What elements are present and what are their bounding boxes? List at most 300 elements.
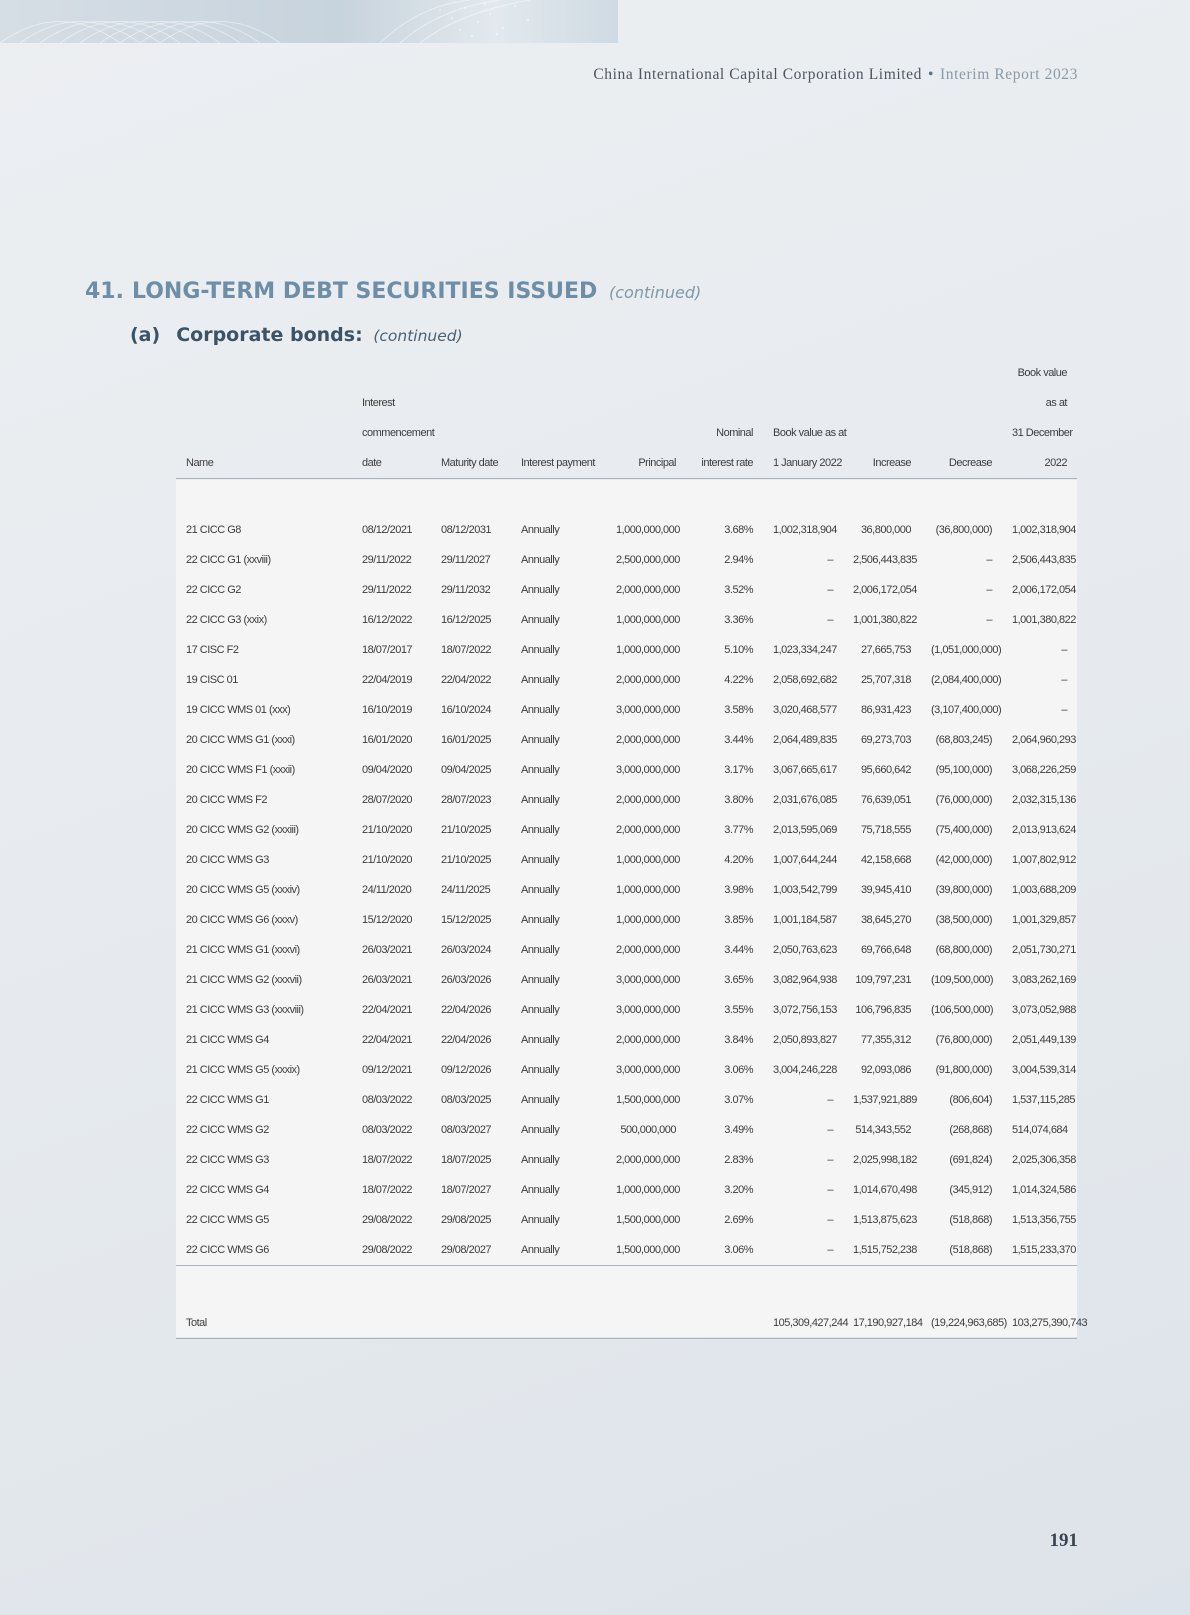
table-cell: 2,000,000,000 (616, 584, 680, 596)
table-cell: 1,003,688,209 (1012, 884, 1076, 896)
table-cell: (518,868) (921, 1235, 1002, 1266)
spacer-cell (606, 1266, 686, 1309)
table-cell: 1,000,000,000 (616, 854, 680, 866)
table-cell: (268,868) (949, 1124, 992, 1136)
table-cell: – (827, 1154, 833, 1166)
table-cell: 42,158,668 (860, 854, 911, 866)
table-row (176, 965, 1077, 995)
table-cell: 22 CICC G1 (xxviii) (186, 554, 271, 566)
table-cell: – (827, 1124, 833, 1136)
table-cell: 5.10% (724, 644, 753, 656)
table-cell: 2,058,692,682 (773, 674, 837, 686)
table-cell: 2,000,000,000 (616, 944, 680, 956)
table-row (176, 1205, 1077, 1235)
column-header (606, 358, 686, 388)
table-cell: 1,515,233,370 (1002, 1235, 1077, 1266)
table-cell: Annually (521, 674, 560, 686)
table-cell: 3,000,000,000 (616, 704, 680, 716)
table-cell: 08/12/2021 (362, 524, 413, 536)
table-cell: 3.07% (724, 1094, 753, 1106)
table-cell: 18/07/2022 (441, 644, 492, 656)
table-cell: 26/03/2021 (362, 944, 413, 956)
table-cell: 22/04/2022 (441, 674, 492, 686)
table-cell: 2,000,000,000 (616, 674, 680, 686)
table-cell: 3.58% (724, 704, 753, 716)
table-row (176, 1145, 1077, 1175)
table-cell: 3,000,000,000 (616, 764, 680, 776)
table-cell: Annually (521, 1124, 560, 1136)
table-cell: 08/03/2022 (362, 1124, 413, 1136)
table-cell: 15/12/2025 (441, 914, 492, 926)
spacer-cell (843, 479, 921, 516)
table-cell: Annually (521, 1154, 560, 1166)
table-cell: Annually (521, 584, 560, 596)
table-cell: 3,000,000,000 (616, 1064, 680, 1076)
table-cell: 09/04/2020 (362, 764, 413, 776)
table-cell: 3.52% (724, 584, 753, 596)
table-cell: Annually (521, 524, 560, 536)
table-cell: 3.20% (724, 1184, 753, 1196)
subsection-label: (a) (130, 324, 161, 346)
table-cell: 22 CICC WMS G6 (176, 1235, 352, 1266)
spacer-cell (176, 1266, 352, 1309)
table-cell: 1,014,670,498 (853, 1184, 917, 1196)
table-cell: 22/04/2021 (362, 1034, 413, 1046)
table-row (176, 575, 1077, 605)
table-cell: 20 CICC WMS G3 (186, 854, 269, 866)
table-cell: 22/04/2021 (362, 1004, 413, 1016)
page-number: 191 (1049, 1530, 1078, 1551)
table-cell: 3.85% (724, 914, 753, 926)
table-cell: 1,007,644,244 (773, 854, 837, 866)
column-header (176, 388, 352, 418)
table-cell: 22 CICC WMS G4 (186, 1184, 269, 1196)
column-header (921, 358, 1002, 388)
table-cell: (91,800,000) (935, 1064, 992, 1076)
table-cell: 2,000,000,000 (616, 734, 680, 746)
table-cell: 3,020,468,577 (773, 704, 837, 716)
table-cell: 3.65% (724, 974, 753, 986)
table-cell: 2,500,000,000 (616, 554, 680, 566)
table-cell: 3,004,246,228 (773, 1064, 837, 1076)
table-cell: 76,639,051 (860, 794, 911, 806)
column-header (763, 358, 843, 388)
table-cell: 3,082,964,938 (773, 974, 837, 986)
table-cell: 3,000,000,000 (616, 974, 680, 986)
total-cell (511, 1308, 606, 1339)
table-cell: 18/07/2017 (362, 644, 413, 656)
spacer-cell (511, 1266, 606, 1309)
table-cell: 2,000,000,000 (616, 1154, 680, 1166)
table-cell: (42,000,000) (935, 854, 992, 866)
table-cell: 1,002,318,904 (1012, 524, 1076, 536)
table-cell: 29/08/2025 (441, 1214, 492, 1226)
table-cell: 21/10/2020 (362, 824, 413, 836)
table-cell: 1,500,000,000 (616, 1094, 680, 1106)
table-cell: 109,797,231 (855, 974, 911, 986)
table-cell: 2.69% (724, 1214, 753, 1226)
column-header: 2022 (1002, 448, 1077, 479)
table-cell: 3.06% (686, 1235, 763, 1266)
table-cell: (68,803,245) (935, 734, 992, 746)
table-cell: 20 CICC WMS G2 (xxxiii) (186, 824, 299, 836)
table-cell: 69,273,703 (860, 734, 911, 746)
table-cell: 514,074,684 (1012, 1124, 1068, 1136)
table-header-row (176, 448, 1077, 479)
table-cell: 16/12/2022 (362, 614, 413, 626)
table-cell: – (1061, 644, 1067, 656)
table-cell: (345,912) (949, 1184, 992, 1196)
corporate-bonds-table (176, 358, 1088, 1339)
table-cell: 21/10/2025 (441, 824, 492, 836)
table-cell: – (827, 584, 833, 596)
column-header (352, 358, 431, 388)
table-cell: (68,800,000) (935, 944, 992, 956)
table-row (176, 605, 1077, 635)
table-cell: 3,000,000,000 (616, 1004, 680, 1016)
table-cell: 2,050,893,827 (773, 1034, 837, 1046)
column-header (511, 388, 606, 418)
column-header: 1 January 2022 (763, 448, 843, 479)
table-cell: 22/04/2019 (362, 674, 413, 686)
table-cell: 1,000,000,000 (616, 884, 680, 896)
column-header: Interest payment (511, 448, 606, 479)
table-cell: Annually (521, 614, 560, 626)
table-cell: 08/03/2027 (441, 1124, 492, 1136)
table-cell: (76,000,000) (935, 794, 992, 806)
table-cell: 09/12/2026 (441, 1064, 492, 1076)
column-header: Nominal (716, 427, 753, 439)
table-cell: (109,500,000) (931, 974, 993, 986)
total-cell (352, 1308, 431, 1339)
column-header (763, 388, 843, 418)
table-cell: 3.44% (724, 734, 753, 746)
table-cell: Annually (521, 734, 560, 746)
table-row (176, 665, 1077, 695)
table-cell: 3.84% (724, 1034, 753, 1046)
table-cell: 1,000,000,000 (616, 1184, 680, 1196)
spacer-cell (921, 1266, 1002, 1309)
table-cell: Annually (521, 1034, 560, 1046)
header-separator: • (928, 66, 935, 83)
column-header (686, 358, 763, 388)
table-cell: Annually (521, 914, 560, 926)
column-header (843, 388, 921, 418)
table-cell: 2,013,595,069 (773, 824, 837, 836)
table-cell: 2,032,315,136 (1012, 794, 1076, 806)
table-cell: 69,766,648 (860, 944, 911, 956)
table-cell: 2,506,443,835 (1012, 554, 1076, 566)
table-cell: Annually (521, 884, 560, 896)
total-row (176, 1308, 1077, 1339)
table-cell: Annually (521, 794, 560, 806)
table-cell: 18/07/2022 (362, 1184, 413, 1196)
spacer-cell (763, 479, 843, 516)
total-cell (431, 1308, 511, 1339)
table-cell: 16/12/2025 (441, 614, 492, 626)
table-cell: 3.77% (724, 824, 753, 836)
table-cell: 20 CICC WMS G5 (xxxiv) (186, 884, 300, 896)
table-cell: 22/04/2026 (441, 1004, 492, 1016)
column-header: 31 December (1012, 427, 1073, 439)
spacer-cell (176, 479, 352, 516)
table-cell: 3.49% (724, 1124, 753, 1136)
table-cell: (76,800,000) (935, 1034, 992, 1046)
table-cell: 18/07/2022 (362, 1154, 413, 1166)
table-cell: 18/07/2027 (441, 1184, 492, 1196)
table-cell: (36,800,000) (935, 524, 992, 536)
table-cell: 21 CICC G8 (186, 524, 241, 536)
table-cell: – (986, 614, 992, 626)
table-cell: 09/12/2021 (362, 1064, 413, 1076)
table-cell: 21/10/2025 (441, 854, 492, 866)
table-cell: 1,515,752,238 (843, 1235, 921, 1266)
table-cell: 1,000,000,000 (616, 914, 680, 926)
table-cell: Annually (521, 554, 560, 566)
table-cell: 1,000,000,000 (616, 524, 680, 536)
column-header (431, 388, 511, 418)
table-cell: 20 CICC WMS F2 (186, 794, 268, 806)
table-row (176, 1025, 1077, 1055)
table-row (176, 1175, 1077, 1205)
table-cell: 75,718,555 (860, 824, 911, 836)
table-cell: 29/11/2022 (362, 554, 412, 566)
table-cell: 26/03/2021 (362, 974, 413, 986)
table-cell: 500,000,000 (620, 1124, 676, 1136)
report-name: Interim Report 2023 (940, 66, 1078, 83)
table-cell: 4.22% (724, 674, 753, 686)
table-row (176, 935, 1077, 965)
table-cell: 86,931,423 (860, 704, 911, 716)
table-cell: 29/11/2022 (362, 584, 412, 596)
table-cell: 26/03/2026 (441, 974, 492, 986)
table-cell: (3,107,400,000) (931, 704, 1002, 716)
table-cell: Annually (521, 1004, 560, 1016)
table-cell: 77,355,312 (860, 1034, 911, 1046)
table-cell: 22 CICC WMS G2 (186, 1124, 269, 1136)
column-header (176, 418, 352, 448)
table-cell: 08/12/2031 (441, 524, 492, 536)
table-cell: 3,083,262,169 (1012, 974, 1076, 986)
table-cell: Annually (521, 644, 560, 656)
table-cell: 1,001,184,587 (773, 914, 837, 926)
table-cell: Annually (521, 1214, 560, 1226)
table-cell: (806,604) (949, 1094, 992, 1106)
table-cell: 19 CICC WMS 01 (xxx) (186, 704, 291, 716)
table-cell: 1,513,356,755 (1012, 1214, 1076, 1226)
column-header: Increase (843, 448, 921, 479)
column-header: Book value as at (773, 427, 847, 439)
table-cell: 16/10/2024 (441, 704, 492, 716)
table-row (176, 815, 1077, 845)
table-cell: 2,006,172,054 (853, 584, 917, 596)
column-header (843, 358, 921, 388)
column-header (921, 388, 1002, 418)
table-row (176, 515, 1077, 545)
column-header (686, 388, 763, 418)
section-continued: (continued) (609, 283, 702, 302)
table-cell: 2,051,730,271 (1012, 944, 1076, 956)
column-header: Book value (1017, 367, 1067, 379)
table-cell: 19 CISC 01 (186, 674, 238, 686)
column-header: as at (1045, 397, 1067, 409)
table-cell: (1,051,000,000) (931, 644, 1002, 656)
table-cell: 22 CICC G3 (xxix) (186, 614, 267, 626)
table-row (176, 635, 1077, 665)
table-cell: 16/10/2019 (362, 704, 413, 716)
spacer-cell (352, 1266, 431, 1309)
table-cell: 2,000,000,000 (616, 1034, 680, 1046)
table-cell: 1,023,334,247 (773, 644, 837, 656)
total-cell: Total (176, 1308, 352, 1339)
section-number: 41. (85, 279, 124, 304)
table-header-row (176, 358, 1077, 388)
table-cell: 1,001,380,822 (853, 614, 917, 626)
table-cell: 08/03/2025 (441, 1094, 492, 1106)
column-header (511, 358, 606, 388)
table-cell: Annually (521, 764, 560, 776)
column-header (921, 418, 1002, 448)
table-cell: 27,665,753 (860, 644, 911, 656)
spacer-row (176, 1266, 1077, 1309)
table-cell: Annually (521, 944, 560, 956)
table-cell: 3.55% (724, 1004, 753, 1016)
table-cell: 2,025,306,358 (1012, 1154, 1076, 1166)
table-cell: 1,000,000,000 (616, 644, 680, 656)
table-cell: 22 CICC WMS G1 (186, 1094, 269, 1106)
table-cell: 24/11/2025 (441, 884, 491, 896)
column-header: Principal (606, 448, 686, 479)
table-cell: Annually (521, 824, 560, 836)
table-cell: 21 CICC WMS G1 (xxxvi) (186, 944, 300, 956)
table-cell: 25,707,318 (860, 674, 911, 686)
table-cell: 95,660,642 (860, 764, 911, 776)
table-cell: 106,796,835 (855, 1004, 911, 1016)
table-cell: 21 CICC WMS G4 (186, 1034, 269, 1046)
table-cell: 21 CICC WMS G2 (xxxvii) (186, 974, 302, 986)
table-cell: 2,000,000,000 (616, 794, 680, 806)
table-cell: – (1061, 674, 1067, 686)
table-cell: Annually (521, 1064, 560, 1076)
running-header (593, 66, 1078, 84)
column-header: Decrease (921, 448, 1002, 479)
column-header (606, 418, 686, 448)
column-header: commencement (362, 427, 435, 439)
table-cell: – (827, 1214, 833, 1226)
table-cell: 20 CICC WMS G1 (xxxi) (186, 734, 295, 746)
total-cell: 17,190,927,184 (843, 1308, 921, 1339)
total-cell: 105,309,427,244 (763, 1308, 843, 1339)
table-cell: 2,064,489,835 (773, 734, 837, 746)
table-row (176, 725, 1077, 755)
column-header (511, 418, 606, 448)
spacer-cell (431, 1266, 511, 1309)
table-cell: 3.17% (724, 764, 753, 776)
table-cell: 3,073,052,988 (1012, 1004, 1076, 1016)
table-cell: 29/08/2022 (362, 1214, 413, 1226)
table-cell: 3,072,756,153 (773, 1004, 837, 1016)
spacer-cell (843, 1266, 921, 1309)
total-cell (686, 1308, 763, 1339)
table-cell: (95,100,000) (935, 764, 992, 776)
column-header: Interest (362, 397, 395, 409)
table-cell: 3.06% (724, 1064, 753, 1076)
table-cell: 3,004,539,314 (1012, 1064, 1076, 1076)
table-cell: 3.68% (724, 524, 753, 536)
table-cell: 20 CICC WMS F1 (xxxii) (186, 764, 295, 776)
table-cell: 1,001,329,857 (1012, 914, 1076, 926)
table-cell: 29/11/2027 (441, 554, 491, 566)
table-cell: 21 CICC WMS G5 (xxxix) (186, 1064, 300, 1076)
table-cell: – (763, 1235, 843, 1266)
table-row (176, 695, 1077, 725)
spacer-cell (606, 479, 686, 516)
table-cell: (691,824) (949, 1154, 992, 1166)
table-cell: 2.83% (724, 1154, 753, 1166)
table-row (176, 905, 1077, 935)
section-title (85, 279, 701, 304)
table-cell: Annually (511, 1235, 606, 1266)
subsection-title (130, 324, 463, 346)
table-cell: 1,001,380,822 (1012, 614, 1076, 626)
column-header (431, 418, 511, 448)
subsection-heading: Corporate bonds: (176, 324, 363, 346)
spacer-cell (352, 479, 431, 516)
table-cell: – (827, 614, 833, 626)
table-cell: (106,500,000) (931, 1004, 993, 1016)
column-header: interest rate (686, 448, 763, 479)
table-cell: (518,868) (949, 1214, 992, 1226)
table-cell: 29/11/2032 (441, 584, 491, 596)
table-header-row (176, 388, 1077, 418)
table-cell: 1,007,802,912 (1012, 854, 1076, 866)
column-header (843, 418, 921, 448)
spacer-cell (921, 479, 1002, 516)
table-cell: 22 CICC WMS G3 (186, 1154, 269, 1166)
table-row (176, 545, 1077, 575)
table-cell: 4.20% (724, 854, 753, 866)
column-header: Maturity date (431, 448, 511, 479)
table-cell: 1,003,542,799 (773, 884, 837, 896)
table-row (176, 1115, 1077, 1145)
table-row (176, 875, 1077, 905)
table-cell: (2,084,400,000) (931, 674, 1002, 686)
table-cell: Annually (521, 1184, 560, 1196)
table-row (176, 1235, 1077, 1266)
table-row (176, 1085, 1077, 1115)
table-cell: 3.80% (724, 794, 753, 806)
table-cell: 1,500,000,000 (606, 1235, 686, 1266)
table-cell: 22 CICC G2 (186, 584, 241, 596)
spacer-cell (686, 479, 763, 516)
table-cell: 28/07/2020 (362, 794, 413, 806)
table-cell: 92,093,086 (860, 1064, 911, 1076)
banner-pattern (0, 0, 618, 43)
table-cell: – (986, 554, 992, 566)
header-banner (0, 0, 618, 43)
table-cell: 2,000,000,000 (616, 824, 680, 836)
table-cell: 1,500,000,000 (616, 1214, 680, 1226)
column-header (176, 358, 352, 388)
column-header: Name (176, 448, 352, 479)
table-cell: 2,050,763,623 (773, 944, 837, 956)
table-cell: 20 CICC WMS G6 (xxxv) (186, 914, 298, 926)
table-row (176, 1055, 1077, 1085)
table-cell: 3,067,665,617 (773, 764, 837, 776)
table-cell: 21/10/2020 (362, 854, 413, 866)
table-cell: (38,500,000) (935, 914, 992, 926)
total-cell: 103,275,390,743 (1002, 1308, 1077, 1339)
